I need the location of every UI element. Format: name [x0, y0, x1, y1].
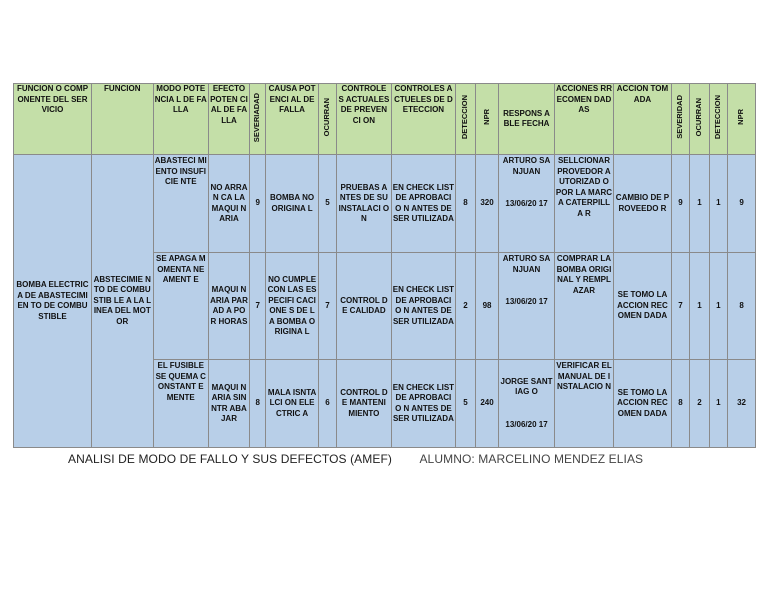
header-occurrence: OCURRAN	[318, 84, 336, 155]
header-prevention-controls: CONTROLE S ACTUALES DE PREVENCI ON	[337, 84, 391, 155]
action-cell: SE TOMO LA ACCION RECOMEN DADA	[614, 360, 671, 448]
effect-cell: NO ARRAN CA LA MAQUI NARIA	[208, 155, 249, 253]
occurrence2-cell: 1	[690, 155, 709, 253]
header-function: FUNCION	[91, 84, 153, 155]
detection-cell: 5	[456, 360, 475, 448]
detection-control-cell: EN CHECK LIST DE APROBACIO N ANTES DE SER UTILIZADA	[391, 253, 456, 360]
npr2-cell: 32	[728, 360, 756, 448]
detection-cell: 8	[456, 155, 475, 253]
occurrence-cell: 6	[318, 360, 336, 448]
responsible-date-cell	[499, 253, 554, 360]
detection-cell: 2	[456, 253, 475, 360]
header-recommended-actions: ACCIONES RRECOMEN DADAS	[554, 84, 614, 155]
detection2-cell: 1	[709, 253, 727, 360]
detection-control-cell: EN CHECK LIST DE APROBACIO N ANTES DE SER UTILIZADA	[391, 360, 456, 448]
action-cell: SE TOMO LA ACCION RECOMEN DADA	[614, 253, 671, 360]
npr-cell: 98	[475, 253, 499, 360]
prevention-cell: CONTROL DE CALIDAD	[337, 253, 391, 360]
header-npr-2: NPR	[728, 84, 756, 155]
effect-cell: MAQUI NARIA PARAD A POR HORAS	[208, 253, 249, 360]
occurrence2-cell: 1	[690, 253, 709, 360]
table-row	[14, 155, 756, 253]
severity2-cell: 7	[671, 253, 689, 360]
function-cell: ABSTECIMIE NTO DE COMBUSTIB LE A LA LINEA DEL MOTOR	[91, 155, 153, 448]
caption-title: ANALISI DE MODO DE FALLO Y SUS DEFECTOS (AMEF)	[68, 452, 393, 466]
header-function-component: FUNCION O COMPONENTE DEL SERVICIO	[14, 84, 92, 155]
document-caption	[68, 452, 643, 466]
severity-cell: 9	[250, 155, 266, 253]
responsible-name: ARTURO SANJUAN	[502, 254, 551, 274]
severity-cell: 8	[250, 360, 266, 448]
npr2-cell: 8	[728, 253, 756, 360]
header-detection: DETECCION	[456, 84, 475, 155]
amef-table	[13, 83, 756, 448]
cause-cell: NO CUMPLE CON LAS ESPECIFI CACIONE S DE LA BOMBA ORIGINA L	[266, 253, 318, 360]
responsible-name: ARTURO SANJUAN	[502, 156, 551, 176]
header-severity-2: SEVERIDAD	[671, 84, 689, 155]
detection2-cell: 1	[709, 155, 727, 253]
cause-cell: MALA ISNTALCI ON ELECTRIC A	[266, 360, 318, 448]
responsible-date: 13/06/20 17	[505, 297, 548, 306]
detection2-cell: 1	[709, 360, 727, 448]
caption-author: ALUMNO: MARCELINO MENDEZ ELIAS	[419, 452, 644, 466]
severity2-cell: 8	[671, 360, 689, 448]
effect-cell: MAQUI NARIA SINNTR ABAJAR	[208, 360, 249, 448]
responsible-date: 13/06/20 17	[505, 199, 548, 208]
occurrence-cell: 5	[318, 155, 336, 253]
responsible-date-cell	[499, 155, 554, 253]
recommended-cell: SELLCIONAR PROVEDOR AUTORIZAD O POR LA MARCA CATERPILLA R	[554, 155, 614, 253]
failure-mode-cell: EL FUSIBLE SE QUEMA CONSTANT E MENTE	[153, 360, 208, 448]
action-cell: CAMBIO DE PROVEEDO R	[614, 155, 671, 253]
npr-cell: 320	[475, 155, 499, 253]
responsible-date-cell	[499, 360, 554, 448]
npr-cell: 240	[475, 360, 499, 448]
npr2-cell: 9	[728, 155, 756, 253]
prevention-cell: CONTROL DE MANTENI MIENTO	[337, 360, 391, 448]
recommended-cell: COMPRAR LA BOMBA ORIGINAL Y REMPLAZAR	[554, 253, 614, 360]
header-failure-mode: MODO POTENCIA L DE FALLA	[153, 84, 208, 155]
header-row	[14, 84, 756, 155]
header-npr: NPR	[475, 84, 499, 155]
occurrence2-cell: 2	[690, 360, 709, 448]
occurrence-cell: 7	[318, 253, 336, 360]
severity-cell: 7	[250, 253, 266, 360]
failure-mode-cell: ABASTECI MIENTO INSUFICIE NTE	[153, 155, 208, 253]
header-occurrence-2: OCURRAN	[690, 84, 709, 155]
header-failure-effect: EFECTO POTEN CIAL DE FALLA	[208, 84, 249, 155]
header-detection-controls: CONTROLES ACTUELES DE DETECCION	[391, 84, 456, 155]
header-severity: SEVERIADAD	[250, 84, 266, 155]
responsible-name: JORGE SANTIAG O	[500, 376, 553, 397]
header-responsible-date: RESPONS ABLE FECHA	[499, 84, 554, 155]
header-failure-cause: CAUSA POTENCI AL DE FALLA	[266, 84, 318, 155]
recommended-cell: VERIFICAR EL MANUAL DE INSTALACIO N	[554, 360, 614, 448]
cause-cell: BOMBA NO ORIGINA L	[266, 155, 318, 253]
prevention-cell: PRUEBAS ANTES DE SU INSTALACI ON	[337, 155, 391, 253]
severity2-cell: 9	[671, 155, 689, 253]
detection-control-cell: EN CHECK LIST DE APROBACIO N ANTES DE SER UTILIZADA	[391, 155, 456, 253]
header-action-taken: ACCION TOMADA	[614, 84, 671, 155]
component-cell: BOMBA ELECTRICA DE ABASTECIMIEN TO DE COMBUSTIBLE	[14, 155, 92, 448]
failure-mode-cell: SE APAGA MOMENTA NEAMENT E	[153, 253, 208, 360]
header-detection-2: DETECCION	[709, 84, 727, 155]
responsible-date: 13/06/20 17	[505, 419, 548, 429]
